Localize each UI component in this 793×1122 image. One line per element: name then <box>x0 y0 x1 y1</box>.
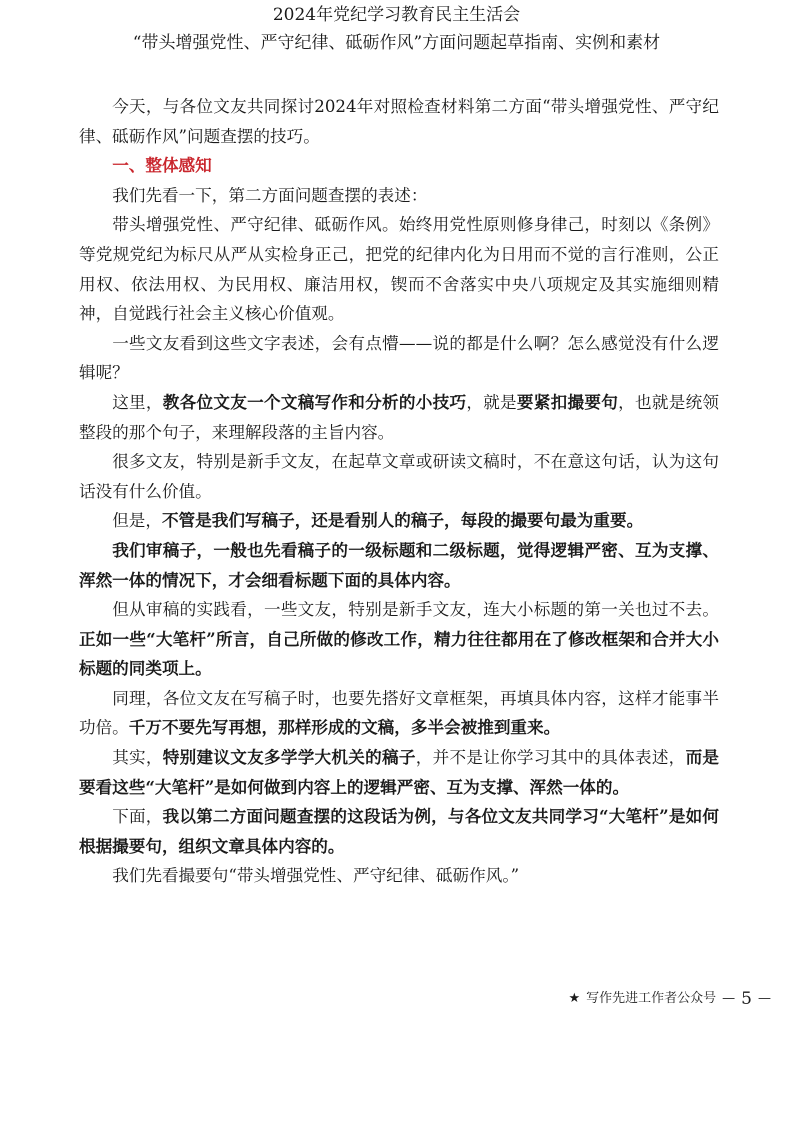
page-number: 5 <box>741 989 752 1009</box>
text-segment: 但是， <box>112 511 162 531</box>
paragraph-learn-from-agencies <box>79 743 719 802</box>
paragraph-tip <box>79 388 719 447</box>
text-segment: 但从审稿的实践看，一些文友，特别是新手文友，连大小标题的第一关也过不去。 <box>112 600 719 620</box>
text-segment: ，并不是让你学习其中的具体表述， <box>415 748 686 768</box>
paragraph-confusion: 一些文友看到这些文字表述，会有点懵——说的都是什么啊？怎么感觉没有什么逻辑呢？ <box>79 333 719 383</box>
emphasis-segment: 要紧扣撮要句 <box>516 391 619 412</box>
page-footer <box>569 987 772 1011</box>
paragraph-review-process: 我们审稿子，一般也先看稿子的一级标题和二级标题，觉得逻辑严密、互为支撑、浑然一体的情况下，才会细看标题下面的具体内容。 <box>79 539 719 590</box>
emphasis-segment: 我以第二方面问题查摆的这段话为例，与各位文友共同学习“大笔杆”是如何根据撮要句，组织文章具体内容的。 <box>79 806 719 856</box>
text-segment: 其实， <box>112 748 163 768</box>
emphasis-segment: 教各位文友一个文稿写作和分析的小技巧 <box>162 391 467 412</box>
document-header-title: 2024年党纪学习教育民主生活会 <box>272 5 521 25</box>
document-body <box>79 92 719 891</box>
text-segment: ，也就是统领整段的那个句子，来理解段落的主旨内容。 <box>79 392 720 442</box>
emphasis-segment: 千万不要先写再想，那样形成的文稿，多半会被推到重来。 <box>128 717 561 738</box>
paragraph-summary-importance <box>79 506 719 536</box>
paragraph-look-first: 我们先看一下，第二方面问题查摆的表述： <box>112 185 428 205</box>
footer-dash-left: — <box>722 991 736 1006</box>
emphasis-segment: 特别建议文友多学学大机关的稿子 <box>162 747 416 768</box>
text-segment: 同理，各位文友在写稿子时，也要先搭好文章框架，再填具体内容，这样才能事半功倍。 <box>79 688 719 738</box>
document-header-subtitle: “带头增强党性、严守纪律、砥砺作风”方面问题起草指南、实例和素材 <box>132 33 661 53</box>
paragraph-summary-sentence: 我们先看撮要句“带头增强党性、严守纪律、砥砺作风。” <box>112 866 520 886</box>
emphasis-segment: 而是要看这些“大笔杆”是如何做到内容上的逻辑严密、互为支撑、浑然一体的。 <box>79 747 720 797</box>
section-heading-overall: 一、整体感知 <box>112 156 212 176</box>
text-segment: ，就是 <box>466 392 517 412</box>
footer-dash-right: — <box>758 991 771 1006</box>
emphasis-segment: 正如一些“大笔杆”所言，自己所做的修改工作，精力往往都用在了修改框架和合并大小标题的同类项上。 <box>79 628 719 679</box>
emphasis-segment: 不管是我们写稿子，还是看别人的稿子，每段的撮要句最为重要。 <box>161 510 644 531</box>
paragraph-quoted-statement: 带头增强党性、严守纪律、砥砺作风。始终用党性原则修身律己，时刻以《条例》等党规党纪为标尺从严从实检身正己，把党的纪律内化为日用而不觉的言行准则，公正用权、依法用权、为民用权、廉洁用权，锲而不舍落实中央八项规定及其实施细则精神，自觉践行社会主义核心价值观。 <box>79 215 719 324</box>
star-icon: ★ <box>568 991 581 1006</box>
paragraph-example-intro <box>79 802 719 861</box>
text-segment: 这里， <box>112 392 163 412</box>
text-segment: 下面， <box>112 807 163 827</box>
paragraph-review-practice <box>79 595 719 684</box>
paragraph-intro: 今天，与各位文友共同探讨2024年对照检查材料第二方面“带头增强党性、严守纪律、砥砺作风”问题查摆的技巧。 <box>79 97 719 146</box>
paragraph-framework-first <box>79 684 719 743</box>
paragraph-new-writers: 很多文友，特别是新手文友，在起草文章或研读文稿时，不在意这句话，认为这句话没有什么价值。 <box>79 452 719 501</box>
footer-publisher: 写作先进工作者公众号 <box>586 991 717 1006</box>
